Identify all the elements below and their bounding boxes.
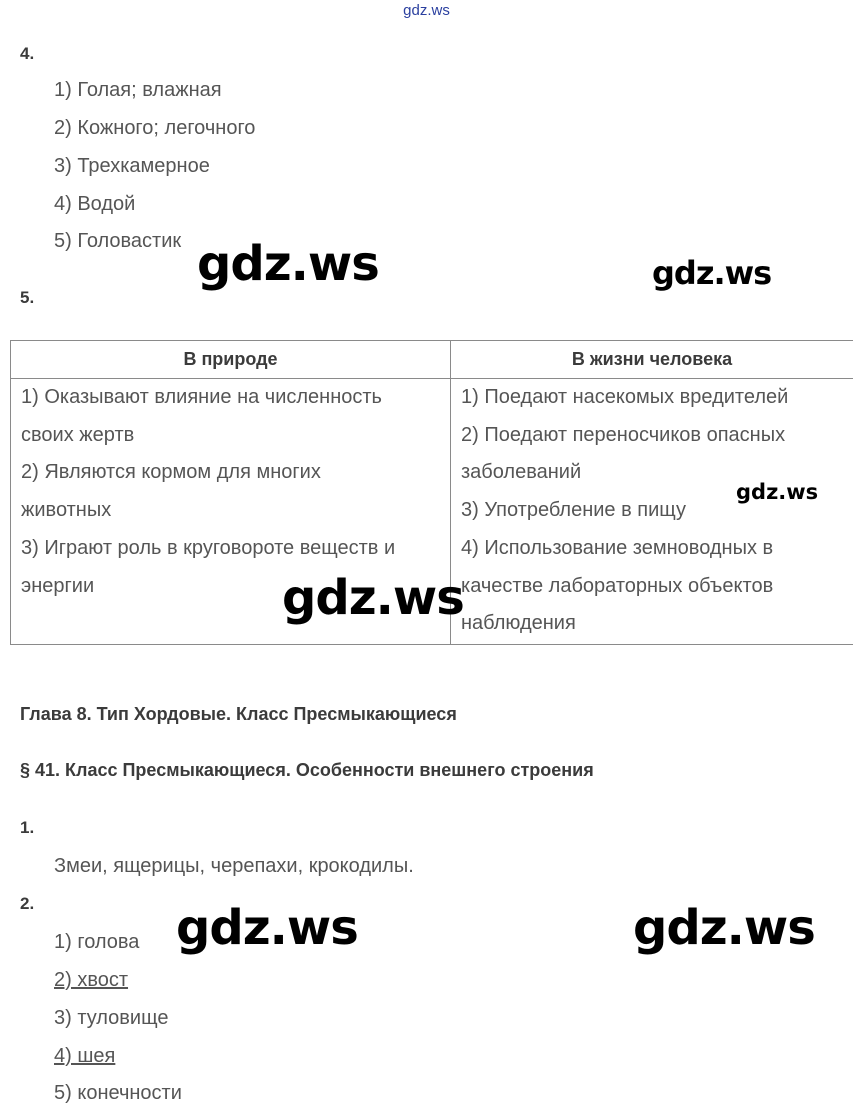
question-number-4: 4. — [20, 44, 35, 63]
table-cell-line: 1) Оказывают влияние на численность — [21, 386, 382, 408]
answer-item: 2) Кожного; легочного — [54, 117, 256, 139]
table-cell-human-life — [451, 379, 853, 645]
answer-item: 5) конечности — [54, 1082, 182, 1104]
section-heading: § 41. Класс Пресмыкающиеся. Особенности внешнего строения — [20, 760, 594, 780]
answer-item-underlined: 2) хвост — [54, 969, 129, 991]
table-cell-line: животных — [21, 499, 112, 522]
table-cell-line: 4) Использование земноводных в — [461, 536, 774, 559]
watermark-text: gdz.ws — [282, 570, 464, 626]
table-cell-line: 2) Являются кормом для многих — [21, 461, 321, 484]
site-link[interactable]: gdz.ws — [403, 2, 450, 19]
table-header-human-life: В жизни человека — [451, 341, 853, 379]
answer-item: 1) голова — [54, 931, 140, 953]
table-cell-line: 3) Играют роль в круговороте веществ и — [21, 536, 396, 559]
table-cell-line: энергии — [21, 574, 95, 597]
chapter-heading: Глава 8. Тип Хордовые. Класс Пресмыкающиеся — [20, 704, 457, 724]
answer-item: 1) Голая; влажная — [54, 79, 222, 101]
answer-item: 3) туловище — [54, 1007, 169, 1029]
question-number-2: 2. — [20, 894, 35, 913]
question-number-5: 5. — [20, 288, 35, 307]
answer-item: 5) Головастик — [54, 230, 182, 252]
table-cell-line: заболеваний — [461, 461, 582, 484]
table-cell-line: 3) Употребление в пищу — [461, 499, 686, 522]
answer-item-underlined: 4) шея — [54, 1045, 116, 1067]
table-cell-line: качестве лабораторных объектов — [461, 574, 774, 597]
question-number-1: 1. — [20, 818, 35, 837]
watermark-text: gdz.ws — [736, 480, 819, 504]
watermark-text: gdz.ws — [652, 254, 772, 292]
watermark-text: gdz.ws — [197, 236, 379, 292]
table-header-nature: В природе — [11, 341, 451, 379]
answer-item: 4) Водой — [54, 193, 136, 215]
table-cell-line: своих жертв — [21, 423, 135, 446]
table-cell-line: наблюдения — [461, 612, 576, 635]
table-cell-line: 2) Поедают переносчиков опасных — [461, 423, 786, 446]
answer-text: Змеи, ящерицы, черепахи, крокодилы. — [54, 855, 414, 877]
answer-item: 3) Трехкамерное — [54, 155, 210, 177]
watermark-text: gdz.ws — [176, 900, 358, 956]
table-cell-line: 1) Поедают насекомых вредителей — [461, 386, 789, 408]
watermark-text: gdz.ws — [633, 900, 815, 956]
